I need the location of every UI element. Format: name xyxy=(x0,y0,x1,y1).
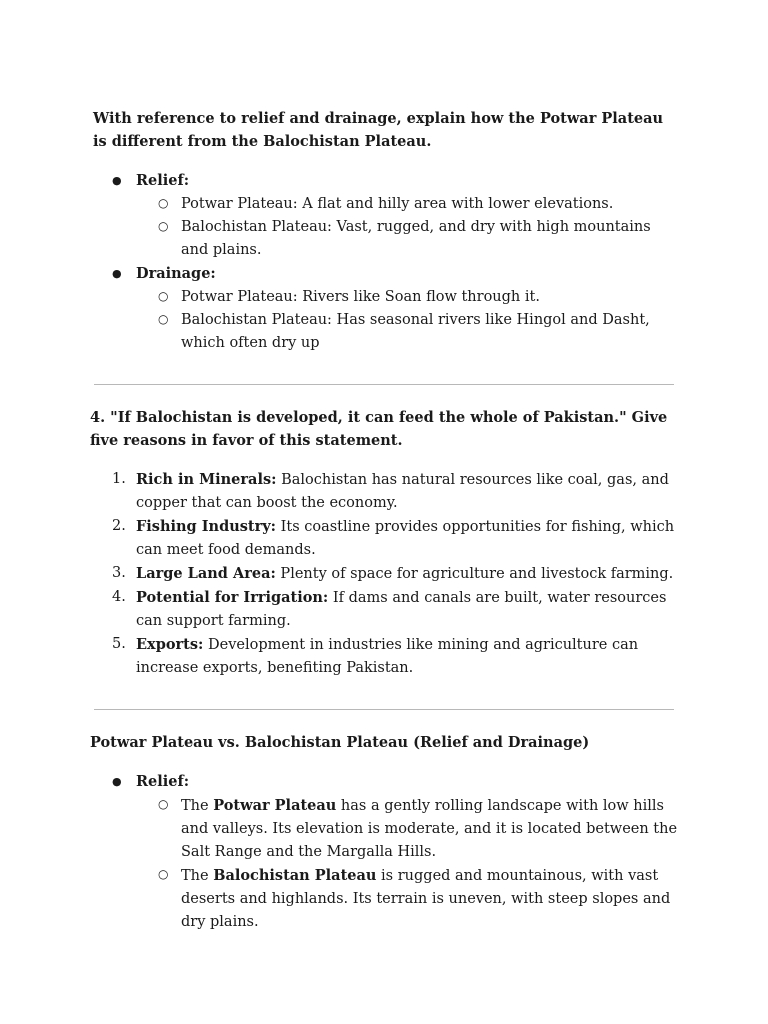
list-heading: Relief: xyxy=(136,773,190,790)
list-item-relief xyxy=(90,169,680,262)
list-heading: Relief: xyxy=(136,172,190,189)
sub-list-item xyxy=(136,216,680,262)
list-item xyxy=(90,468,680,515)
sub-list-item xyxy=(136,286,680,309)
question-balochistan-development: 4. "If Balochistan is developed, it can feed the whole of Pakistan." Give five reasons in favor of this statement. xyxy=(90,409,668,449)
list-number: 5. xyxy=(112,636,126,652)
sub-list xyxy=(136,193,680,262)
sub-item-text: Potwar Plateau: Rivers like Soan flow through it. xyxy=(181,289,540,305)
sub-item-text: Potwar Plateau: A flat and hilly area with lower elevations. xyxy=(181,196,614,212)
reason-term: Potential for Irrigation: xyxy=(136,589,329,606)
reason-text: Its coastline provides opportunities for fishing, which can meet food demands. xyxy=(136,519,675,558)
list-number: 3. xyxy=(112,565,126,581)
horizontal-divider xyxy=(94,709,674,710)
list-item-relief xyxy=(90,770,680,934)
sub-list-item xyxy=(136,309,680,355)
sub-item-pre: The xyxy=(181,868,214,884)
list-number: 1. xyxy=(112,471,126,487)
section-title: Potwar Plateau vs. Balochistan Plateau (Relief and Drainage) xyxy=(90,734,590,751)
reason-term: Fishing Industry: xyxy=(136,518,277,535)
list-item xyxy=(90,515,680,562)
list-item xyxy=(90,586,680,633)
reason-text: If dams and canals are built, water resources can support farming. xyxy=(136,590,667,629)
sub-item-bold: Potwar Plateau xyxy=(213,797,337,814)
bullet-icon: ● xyxy=(112,174,122,187)
list-item xyxy=(90,633,680,680)
list-number: 4. xyxy=(112,589,126,605)
sub-list xyxy=(136,794,680,934)
reason-text: Balochistan has natural resources like coal, gas, and copper that can boost the economy. xyxy=(136,472,669,511)
list-heading: Drainage: xyxy=(136,265,216,282)
sub-list-item xyxy=(136,864,680,934)
bullet-icon: ● xyxy=(112,775,122,788)
reason-term: Rich in Minerals: xyxy=(136,471,277,488)
list-item-drainage xyxy=(90,262,680,355)
sub-list xyxy=(136,286,680,355)
circle-bullet-icon: ○ xyxy=(158,867,169,881)
reason-term: Large Land Area: xyxy=(136,565,276,582)
comparison-list xyxy=(90,770,680,934)
document-page xyxy=(90,107,680,934)
relief-drainage-list xyxy=(90,169,680,355)
reason-term: Exports: xyxy=(136,636,204,653)
reasons-list xyxy=(90,468,680,680)
reason-text: Development in industries like mining and agriculture can increase exports, benefiting Pakistan. xyxy=(136,637,639,676)
circle-bullet-icon: ○ xyxy=(158,196,169,210)
sub-item-text: Balochistan Plateau: Has seasonal rivers like Hingol and Dasht, which often dry up xyxy=(181,312,650,351)
horizontal-divider xyxy=(94,384,674,385)
reason-text: Plenty of space for agriculture and livestock farming. xyxy=(275,566,674,582)
list-number: 2. xyxy=(112,518,126,534)
bullet-icon: ● xyxy=(112,267,122,280)
sub-item-pre: The xyxy=(181,798,214,814)
question-relief-drainage: With reference to relief and drainage, explain how the Potwar Plateau is different from the Balochistan Plateau. xyxy=(93,110,664,150)
sub-item-bold: Balochistan Plateau xyxy=(213,867,377,884)
sub-item-text: Balochistan Plateau: Vast, rugged, and dry with high mountains and plains. xyxy=(181,219,651,258)
circle-bullet-icon: ○ xyxy=(158,289,169,303)
circle-bullet-icon: ○ xyxy=(158,797,169,811)
circle-bullet-icon: ○ xyxy=(158,312,169,326)
circle-bullet-icon: ○ xyxy=(158,219,169,233)
sub-item-post: is rugged and mountainous, with vast deserts and highlands. Its terrain is uneven, with steep slopes and dry plains. xyxy=(181,868,671,930)
list-item xyxy=(90,562,680,586)
sub-list-item xyxy=(136,193,680,216)
sub-item-post: has a gently rolling landscape with low hills and valleys. Its elevation is moderate, and it is located between the Salt Range and the Margalla Hills. xyxy=(181,798,678,860)
sub-list-item xyxy=(136,794,680,864)
